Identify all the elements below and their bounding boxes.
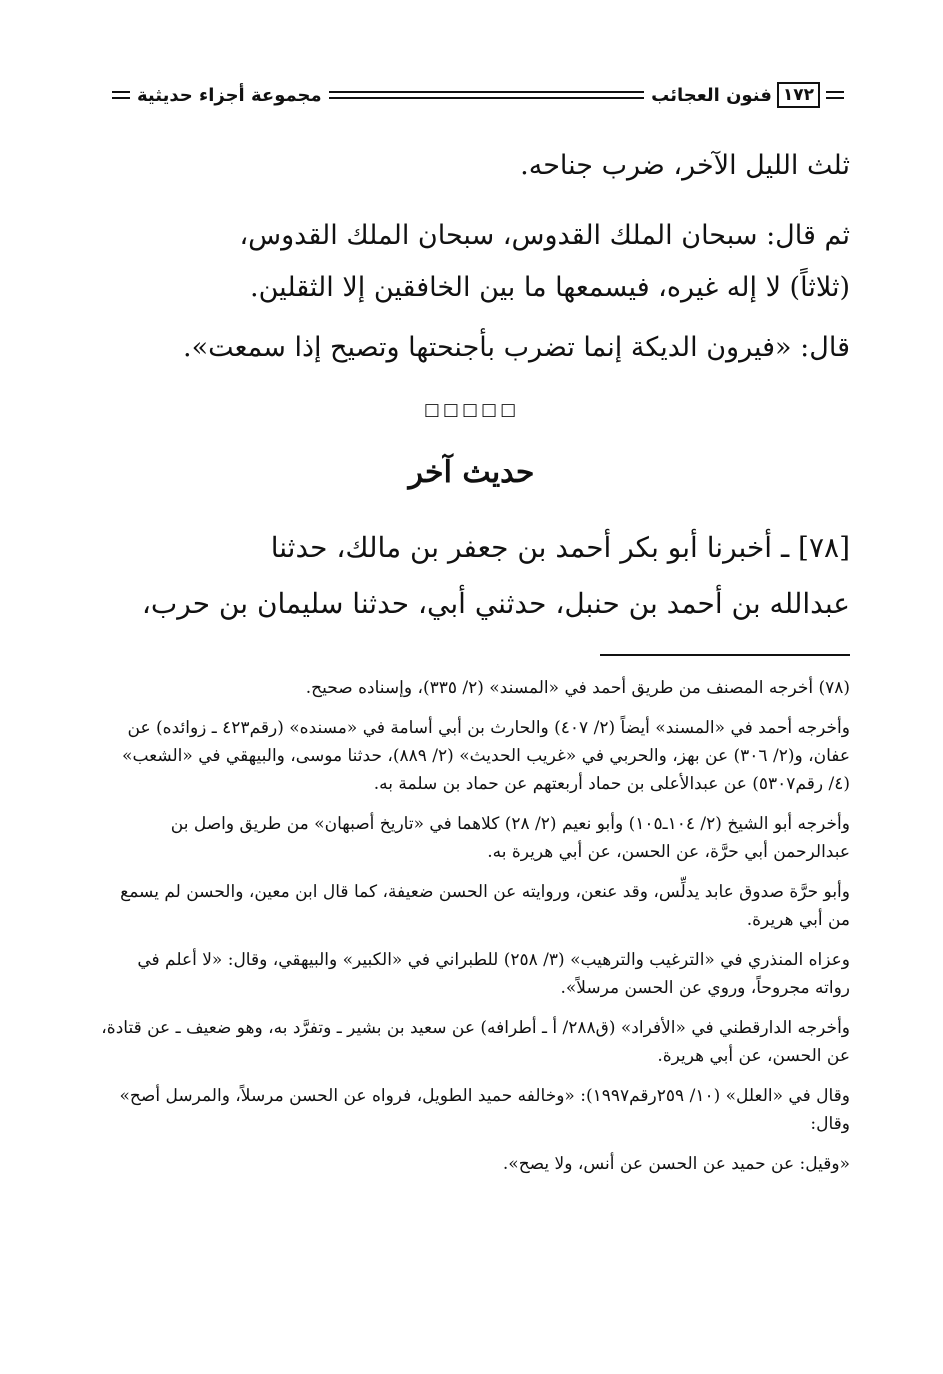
body-paragraph-2 [100,210,850,314]
body-paragraph-2-line-1: ثم قال: سبحان الملك القدوس، سبحان الملك القدوس، [239,220,850,251]
page-number: ١٧٢ [777,82,820,108]
body-paragraph-3: قال: «فيرون الديكة إنما تضرب بأجنحتها وتصيح إذا سمعت». [182,332,850,363]
body-paragraph-2-line-2: (ثلاثاً) لا إله غيره، فيسمعها ما بين الخافقين إلا الثقلين. [250,272,850,303]
header-collection-title: مجموعة أجزاء حديثية [137,84,322,106]
body-paragraph-1: ثلث الليل الآخر، ضرب جناحه. [520,150,850,181]
section-heading: حديث آخر [408,455,535,490]
footnote-1: (٧٨) أخرجه المصنف من طريق أحمد في «المسند» (٢/ ٣٣٥)، وإسناده صحيح. [305,678,850,698]
header-rule-middle [329,91,645,99]
running-header [108,80,848,110]
footnote-2: وأخرجه أحمد في «المسند» أيضاً (٢/ ٤٠٧) والحارث بن أبي أسامة في «مسنده» (رقم٤٢٣ ـ زوائده) عن عفان، و(٢/ ٣٠٦) عن بهز، والحربي في «غريب الحديث» (٢/ ٨٨٩)، حدثنا موسى، والبيهقي في «الشعب» (٤/ رقم٥٣٠٧) عن عبدالأعلى بن حماد أربعتهم عن حماد بن سلمة به. [122,718,850,794]
footnote-7: وقال في «العلل» (١٠/ ٢٥٩رقم١٩٩٧): «وخالفه حميد الطويل، فرواه عن الحسن مرسلاً، والمرسل أصح» وقال: [119,1086,850,1134]
hadith-paragraph [100,520,850,632]
footnote-5: وعزاه المنذري في «الترغيب والترهيب» (٣/ ٢٥٨) للطبراني في «الكبير» والبيهقي، وقال: «لا أعلم في رواته مجروحاً، وروي عن الحسن مرسلاً». [137,950,850,998]
footnote-4: وأبو حرَّة صدوق عابد يدلِّس، وقد عنعن، وروايته عن الحسن ضعيفة، كما قال ابن معين، والحسن لم يسمع من أبي هريرة. [120,882,850,930]
section-separator: □□□□□ [423,400,520,420]
footnote-divider [600,654,850,656]
hadith-line-2: عبدالله بن أحمد بن حنبل، حدثني أبي، حدثنا سليمان بن حرب، [141,587,850,620]
footnote-3: وأخرجه أبو الشيخ (٢/ ١٠٤ـ١٠٥) وأبو نعيم (٢/ ٢٨) كلاهما في «تاريخ أصبهان» من طريق واصل بن عبدالرحمن أبي حرَّة، عن الحسن، عن أبي هريرة به. [170,814,850,862]
header-book-title: فنون العجائب [651,84,772,106]
footnote-6: وأخرجه الدارقطني في «الأفراد» (ق٢٨٨/ أ ـ أطرافه) عن سعيد بن بشير ـ وتفرَّد به، وهو ضعيف ـ عن قتادة، عن الحسن، عن أبي هريرة. [101,1018,850,1066]
header-rule-right [826,91,844,99]
header-rule-left [112,91,130,99]
hadith-line-1: [٧٨] ـ أخبرنا أبو بكر أحمد بن جعفر بن مالك، حدثنا [270,531,850,564]
footnote-8: «وقيل: عن حميد عن الحسن عن أنس، ولا يصح». [502,1154,850,1174]
footnotes [100,674,850,1190]
